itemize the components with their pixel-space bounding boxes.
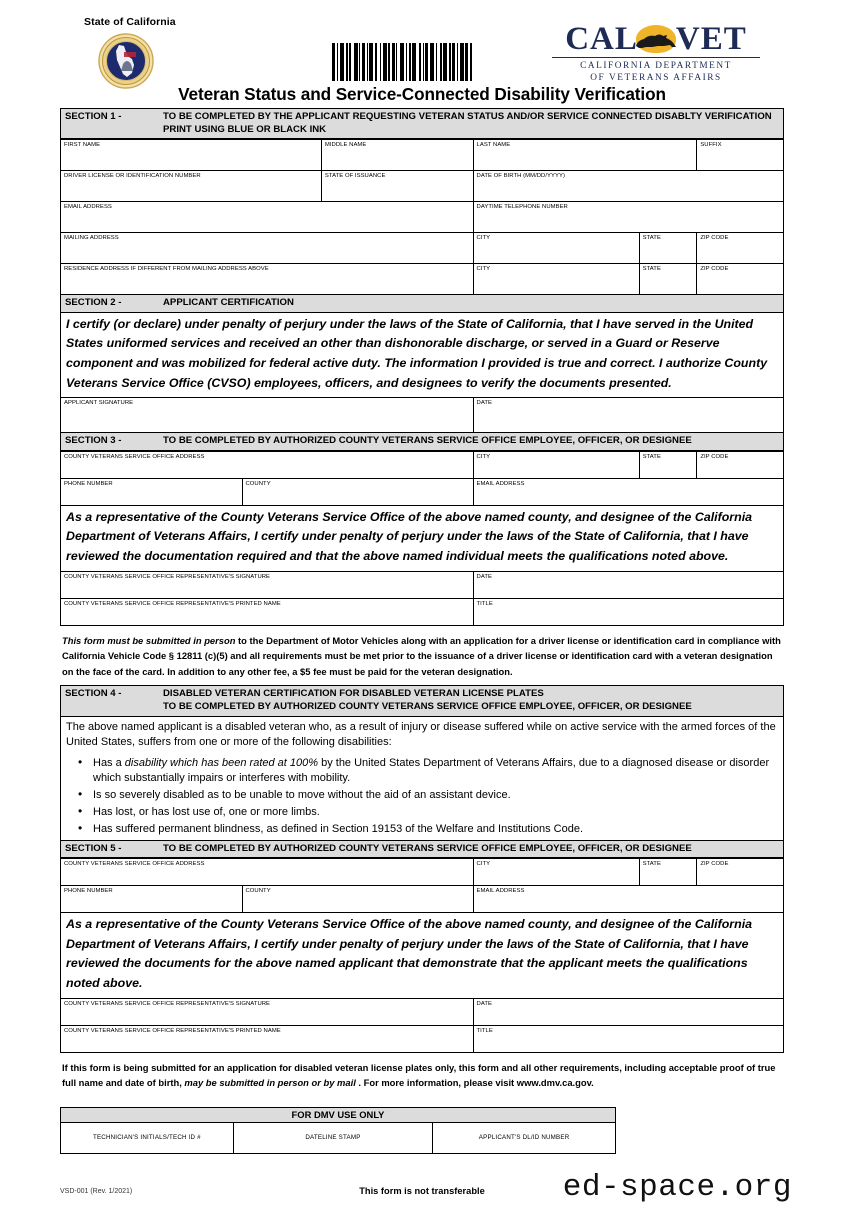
- cvso-rep-printed-name-label-5: COUNTY VETERANS SERVICE OFFICE REPRESENTATIVE'S PRINTED NAME: [64, 1027, 281, 1034]
- residence-zip-field[interactable]: [696, 264, 783, 294]
- first-name-label: FIRST NAME: [64, 142, 101, 149]
- cvso-address-row-5: [61, 858, 783, 885]
- list-item: [61, 822, 783, 838]
- email-address-field[interactable]: [61, 202, 473, 232]
- section-4-intro-text: The above named applicant is a disabled veteran who, as a result of injury or disease suffered while on active service with the armed forces of the United States, suffers from one or more of the following disabilities:: [66, 720, 776, 749]
- calvet-logo: [548, 22, 764, 84]
- dmv-use-only-table: [60, 1107, 616, 1154]
- calvet-subtitle-line2: OF VETERANS AFFAIRS: [590, 72, 722, 83]
- cvso-address-field-5[interactable]: [61, 859, 473, 885]
- applicant-signature-label: APPLICANT SIGNATURE: [64, 400, 134, 407]
- section-1-line2: PRINT USING BLUE OR BLACK INK: [163, 123, 327, 135]
- daytime-telephone-field[interactable]: [473, 202, 783, 232]
- section-5-header: [61, 840, 783, 859]
- bullet-1-pre: Is so severely disabled as to be unable to move without the aid of an assistant device.: [93, 789, 511, 802]
- cvso-phone-label-5: PHONE NUMBER: [64, 888, 113, 895]
- residence-address-field[interactable]: [61, 264, 473, 294]
- cvso-contact-row-3: [61, 478, 783, 505]
- california-state-seal: [98, 33, 154, 89]
- cvso-zip-label-5: ZIP CODE: [700, 861, 729, 868]
- disability-bullet-list: [61, 756, 783, 838]
- form-body: [60, 108, 784, 626]
- cvso-phone-field-3[interactable]: [61, 479, 242, 505]
- state-of-california-label: State of California: [84, 16, 176, 28]
- cvso-state-field-5[interactable]: [639, 859, 697, 885]
- not-transferable-notice: This form is not transferable: [359, 1185, 485, 1196]
- residence-address-row: [61, 263, 783, 294]
- cvso-city-label-5: CITY: [476, 861, 491, 868]
- cvso-printed-name-row-3: [61, 598, 783, 625]
- mailing-city-field[interactable]: [473, 233, 639, 263]
- cvso-zip-field-3[interactable]: [696, 452, 783, 478]
- cvso-phone-field-5[interactable]: [61, 886, 242, 912]
- cvso-city-field-3[interactable]: [473, 452, 639, 478]
- technician-initials-field[interactable]: [61, 1123, 233, 1153]
- applicant-dl-id-field[interactable]: [432, 1123, 615, 1153]
- section-5-line1: TO BE COMPLETED BY AUTHORIZED COUNTY VETERANS SERVICE OFFICE EMPLOYEE, OFFICER, OR DESIGNEE: [163, 842, 692, 854]
- section-4-line2: TO BE COMPLETED BY AUTHORIZED COUNTY VETERANS SERVICE OFFICE EMPLOYEE, OFFICER, OR DESIGNEE: [163, 700, 692, 712]
- license-row: [61, 170, 783, 201]
- residence-zip-label: ZIP CODE: [700, 266, 729, 273]
- residence-state-field[interactable]: [639, 264, 697, 294]
- contact-row: [61, 201, 783, 232]
- driver-license-number-label: DRIVER LICENSE OR IDENTIFICATION NUMBER: [64, 173, 201, 180]
- technician-initials-label: TECHNICIAN'S INITIALS/TECH ID #: [92, 1133, 201, 1141]
- cvso-phone-label-3: PHONE NUMBER: [64, 480, 113, 487]
- mailing-address-row: [61, 232, 783, 263]
- section-4-header: [61, 686, 783, 716]
- driver-license-number-field[interactable]: [61, 171, 321, 201]
- section-4-number: SECTION 4 -: [65, 688, 122, 700]
- dmv-use-only-wrapper: [60, 1107, 784, 1154]
- list-item: [61, 788, 783, 804]
- mailing-state-field[interactable]: [639, 233, 697, 263]
- mailing-address-label: MAILING ADDRESS: [64, 235, 119, 242]
- residence-city-field[interactable]: [473, 264, 639, 294]
- document-header: [0, 0, 844, 82]
- mailing-address-field[interactable]: [61, 233, 473, 263]
- section-5-number: SECTION 5 -: [65, 842, 122, 854]
- cvso-date-field-3[interactable]: [473, 572, 783, 598]
- watermark: ed-space.org: [562, 1169, 792, 1205]
- dateline-stamp-label: DATELINE STAMP: [305, 1133, 361, 1141]
- cvso-email-field-3[interactable]: [473, 479, 783, 505]
- middle-name-label: MIDDLE NAME: [324, 142, 367, 149]
- list-item: [61, 756, 783, 788]
- cvso-rep-printed-name-label-3: COUNTY VETERANS SERVICE OFFICE REPRESENTATIVE'S PRINTED NAME: [64, 600, 281, 607]
- residence-city-label: CITY: [476, 266, 491, 273]
- cvso-city-label-3: CITY: [476, 453, 491, 460]
- mailing-city-label: CITY: [476, 235, 491, 242]
- calvet-divider: [552, 57, 760, 58]
- form-id-label: VSD-001 (Rev. 1/2021): [60, 1187, 133, 1195]
- dmv-submission-note: [60, 626, 784, 686]
- first-name-field[interactable]: [61, 140, 321, 170]
- cvso-address-label-3: COUNTY VETERANS SERVICE OFFICE ADDRESS: [64, 453, 205, 460]
- cvso-rep-printed-name-field-3[interactable]: [61, 599, 473, 625]
- cvso-zip-label-3: ZIP CODE: [700, 453, 729, 460]
- cvso-state-field-3[interactable]: [639, 452, 697, 478]
- cvso-address-row-3: [61, 451, 783, 478]
- state-of-issuance-field[interactable]: [321, 171, 473, 201]
- cvso-contact-row-5: [61, 885, 783, 912]
- applicant-dl-id-label: APPLICANT'S DL/ID NUMBER: [478, 1133, 570, 1141]
- applicant-signature-row: [61, 397, 783, 432]
- date-of-birth-field[interactable]: [473, 171, 783, 201]
- last-name-field[interactable]: [473, 140, 697, 170]
- mailing-zip-field[interactable]: [696, 233, 783, 263]
- license-plates-note: [60, 1053, 784, 1097]
- bullet-0-post: by the United States Department of Veterans Affairs, due to a diagnosed disease or disorder which substantially impairs or interferes with mobility.: [93, 756, 770, 785]
- cvso-county-field-5[interactable]: [242, 886, 473, 912]
- plates-note-text2: . For more information, please visit www.dmv.ca.gov.: [355, 1077, 594, 1089]
- cvso-rep-printed-name-field-5[interactable]: [61, 1026, 473, 1052]
- dateline-stamp-field[interactable]: [233, 1123, 432, 1153]
- date-of-birth-label: DATE OF BIRTH (MM/DD/YYYY): [476, 173, 565, 180]
- name-row: [61, 139, 783, 170]
- cvso-date-field-5[interactable]: [473, 999, 783, 1025]
- plates-note-italic: may be submitted in person or by mail: [184, 1077, 356, 1089]
- applicant-signature-field[interactable]: [61, 398, 473, 432]
- cvso-title-field-3[interactable]: [473, 599, 783, 625]
- cvso-title-field-5[interactable]: [473, 1026, 783, 1052]
- cvso-city-field-5[interactable]: [473, 859, 639, 885]
- section-1-header: [61, 109, 783, 139]
- section-4-line1: DISABLED VETERAN CERTIFICATION FOR DISABLED VETERAN LICENSE PLATES: [163, 688, 544, 700]
- bullet-0-pre: Has a: [93, 756, 125, 769]
- cvso-title-label-5: TITLE: [476, 1027, 493, 1034]
- california-bear-icon: [634, 33, 678, 51]
- bullet-0-italic: disability which has been rated at 100%: [124, 756, 319, 769]
- document-footer: [60, 1169, 792, 1216]
- suffix-field[interactable]: [696, 140, 783, 170]
- dmv-note-italic: This form must be submitted in person: [62, 634, 236, 646]
- cvso-date-label-3: DATE: [476, 573, 493, 580]
- state-of-issuance-label: STATE OF ISSUANCE: [324, 173, 386, 180]
- cvso-rep-signature-label-3: COUNTY VETERANS SERVICE OFFICE REPRESENTATIVE'S SIGNATURE: [64, 573, 271, 580]
- residence-state-label: STATE: [642, 266, 661, 273]
- cvso-date-label-5: DATE: [476, 1000, 493, 1007]
- email-address-label: EMAIL ADDRESS: [64, 204, 112, 211]
- section-1-number: SECTION 1 -: [65, 111, 122, 122]
- cvso-rep-signature-field-5[interactable]: [61, 999, 473, 1025]
- applicant-certification-text: I certify (or declare) under penalty of perjury under the laws of the State of California, that I have served in the United States uniformed services and received an other than dishonorable discharge, or served in a Guard or Reserve component and was mobilized for federal active duty. The information I provided is true and correct. I authorize County Veterans Service Office (CVSO) employees, officers, and designees to verify the documents presented.: [66, 316, 768, 390]
- dmv-note-text: to the Department of Motor Vehicles along with an application for a driver license or identification card in compliance with California Vehicle Code § 12811 (c)(5) and all requirements must be met prior to the issuance of a driver license or identification card with a veteran designation on the face of the card. In addition to any other fee, a $5 fee must be paid for the veteran designation.: [62, 634, 781, 677]
- dmv-use-only-title: FOR DMV USE ONLY: [61, 1108, 615, 1123]
- form-body-lower: [60, 685, 784, 1052]
- cvso-county-label-5: COUNTY: [245, 888, 271, 895]
- calvet-subtitle-line1: CALIFORNIA DEPARTMENT: [580, 61, 732, 71]
- cvso-state-label-3: STATE: [642, 453, 661, 460]
- cvso-address-label-5: COUNTY VETERANS SERVICE OFFICE ADDRESS: [64, 861, 205, 868]
- last-name-label: LAST NAME: [476, 142, 511, 149]
- section-3-header: [61, 432, 783, 451]
- page-title: Veteran Status and Service-Connected Disability Verification: [178, 84, 666, 104]
- cvso-address-field-3[interactable]: [61, 452, 473, 478]
- table-row: [61, 1123, 615, 1153]
- cvso-rep-signature-field-3[interactable]: [61, 572, 473, 598]
- cvso-state-label-5: STATE: [642, 861, 661, 868]
- daytime-telephone-label: DAYTIME TELEPHONE NUMBER: [476, 204, 568, 211]
- bullet-3-pre: Has suffered permanent blindness, as defined in Section 19153 of the Welfare and Institutions Code.: [93, 822, 584, 835]
- plates-note-text1: If this form is being submitted for an application for disabled veteran license plates only, this form and all other requirements, including acceptable proof of true full name and date of birth,: [62, 1061, 776, 1089]
- section-2-number: SECTION 2 -: [65, 297, 122, 309]
- applicant-date-field[interactable]: [473, 398, 783, 432]
- mailing-zip-label: ZIP CODE: [700, 235, 729, 242]
- cvso-rep-signature-label-5: COUNTY VETERANS SERVICE OFFICE REPRESENTATIVE'S SIGNATURE: [64, 1000, 271, 1007]
- cvso-signature-row-3: [61, 571, 783, 598]
- cvso-email-field-5[interactable]: [473, 886, 783, 912]
- section-1-line1: TO BE COMPLETED BY THE APPLICANT REQUESTING VETERAN STATUS AND/OR SERVICE CONNECTED DISABLTY VERIFICATION: [163, 111, 772, 122]
- section-2-header: [61, 294, 783, 313]
- cvso-zip-field-5[interactable]: [696, 859, 783, 885]
- cvso-county-label-3: COUNTY: [245, 480, 271, 487]
- cvso-signature-row-5: [61, 998, 783, 1025]
- form-barcode: [332, 43, 484, 81]
- section-2-line1: APPLICANT CERTIFICATION: [163, 297, 294, 309]
- cvso-certification-text-3: As a representative of the County Veterans Service Office of the above named county, and designee of the California Department of Veterans Affairs, I certify under penalty of perjury under the laws of the State of California, that I have reviewed the documentation required and that the above named individual meets the qualifications noted above.: [61, 505, 783, 571]
- mailing-state-label: STATE: [642, 235, 661, 242]
- section-3-line1: TO BE COMPLETED BY AUTHORIZED COUNTY VETERANS SERVICE OFFICE EMPLOYEE, OFFICER, OR DESIGNEE: [163, 435, 692, 447]
- bullet-2-pre: Has lost, or has lost use of, one or more limbs.: [93, 806, 320, 819]
- section-3-number: SECTION 3 -: [65, 435, 122, 447]
- cvso-county-field-3[interactable]: [242, 479, 473, 505]
- cvso-certification-text-5: As a representative of the County Veterans Service Office of the above named county, and designee of the California Department of Veterans Affairs, I certify under penalty of perjury under the laws of the State of California, that I have reviewed the documents for the above named applicant that demonstrate that the applicant meets the qualifications noted above.: [61, 912, 783, 997]
- calvet-vet-text: VET: [675, 21, 747, 57]
- cvso-printed-name-row-5: [61, 1025, 783, 1052]
- cvso-email-label-5: EMAIL ADDRESS: [476, 888, 525, 895]
- residence-address-label: RESIDENCE ADDRESS IF DIFFERENT FROM MAILING ADDRESS ABOVE: [64, 266, 269, 273]
- cvso-title-label-3: TITLE: [476, 600, 493, 607]
- cvso-email-label-3: EMAIL ADDRESS: [476, 480, 525, 487]
- middle-name-field[interactable]: [321, 140, 473, 170]
- applicant-date-label: DATE: [476, 400, 493, 407]
- calvet-cal-text: CAL: [565, 21, 638, 57]
- list-item: [61, 805, 783, 821]
- suffix-label: SUFFIX: [700, 142, 722, 149]
